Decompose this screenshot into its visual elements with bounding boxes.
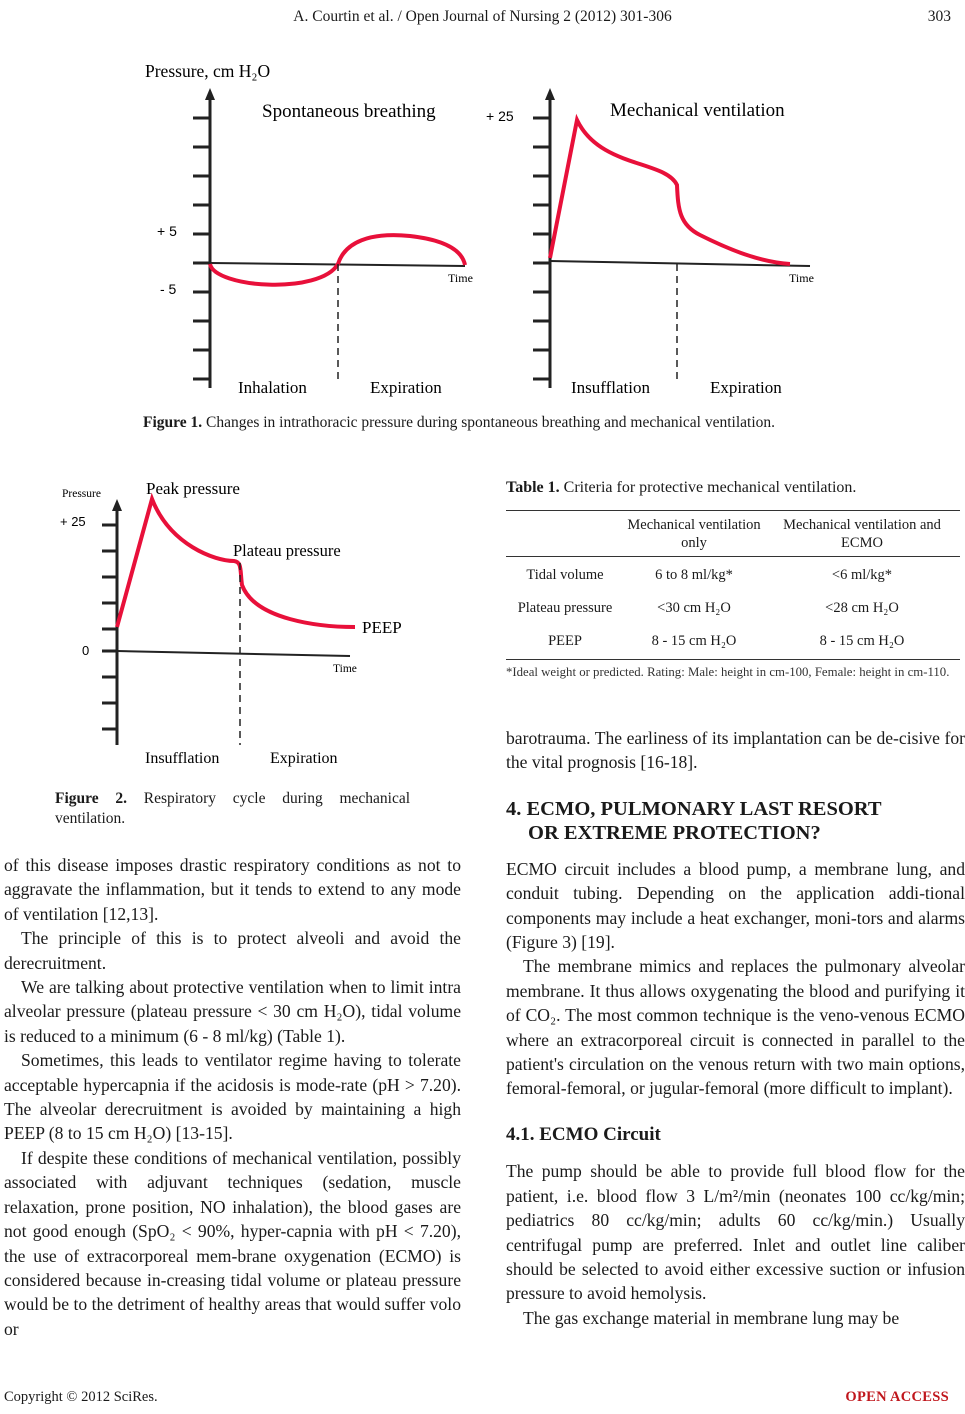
fig1-ventilation-curve <box>550 120 790 264</box>
table-cell: Plateau pressure <box>517 600 613 616</box>
section-4-heading <box>506 797 965 845</box>
fig1-right-title: Mechanical ventilation <box>610 100 785 121</box>
figure-2 <box>0 475 470 775</box>
table-cell: 6 to 8 ml/kg* <box>655 566 733 583</box>
fig2-cycle-curve <box>117 499 355 627</box>
section-4-heading-line2: OR EXTREME PROTECTION? <box>528 821 821 844</box>
table-cell: PEEP <box>548 632 582 649</box>
table-1-caption <box>506 479 961 497</box>
fig1-tick-plus5: + 5 <box>157 223 177 239</box>
fig1-left-phase-expiration: Expiration <box>370 378 442 397</box>
figure-2-caption-text: Respiratory cycle during mechanical ventilation. <box>55 790 411 827</box>
fig1-right-axis <box>533 92 550 388</box>
fig2-y-axis-label: Pressure <box>62 488 101 500</box>
table-header-row <box>506 511 960 557</box>
table-cell: 8 - 15 cm H₂O <box>651 632 737 649</box>
fig1-right-time-label: Time <box>789 271 814 285</box>
fig1-tick-plus25: + 25 <box>486 108 514 124</box>
table-cell: <6 ml/kg* <box>831 566 893 583</box>
fig1-right-phase-expiration: Expiration <box>710 378 782 397</box>
fig1-left-title: Spontaneous breathing <box>262 101 436 122</box>
left-column-text <box>4 853 461 1341</box>
table-cell: 8 - 15 cm H₂O <box>819 632 905 649</box>
figure-1-caption <box>143 413 823 433</box>
table-row <box>506 624 960 660</box>
fig2-plateau-label: Plateau pressure <box>233 541 341 560</box>
right-column-text <box>506 726 965 1330</box>
paragraph: Sometimes, this leads to ventilator regime having to tolerate acceptable hypercapnia if the acidosis is mode-rate (pH > 7.20). The alveolar derecruitment is avoided by maintaining a high PEEP (8 to 15 cm H₂O) [13-15]. <box>4 1050 461 1144</box>
fig2-tick-zero: 0 <box>82 643 90 658</box>
fig2-axis <box>102 503 117 745</box>
page-number: 303 <box>927 8 951 25</box>
table-1 <box>506 510 960 660</box>
fig2-phase-expiration: Expiration <box>270 750 338 767</box>
fig2-peep-label: PEEP <box>362 618 402 637</box>
fig2-peak-label: Peak pressure <box>146 479 240 498</box>
paragraph: ECMO circuit includes a blood pump, a membrane lung, and conduit tubing. Depending on the application addi-tional components may include a heat exchanger, moni-tors and alarms (Figure 3) [19]. <box>506 858 965 953</box>
paragraph: We are talking about protective ventilation when to limit intra alveolar pressure (plateau pressure < 30 cm H₂O), tidal volume is reduced to a minimum (6 - 8 ml/kg) (Table 1). <box>4 977 461 1046</box>
paragraph: The gas exchange material in membrane lung may be <box>523 1307 900 1328</box>
fig2-time-label: Time <box>333 663 357 675</box>
table-cell: <30 cm H₂O <box>657 600 731 616</box>
fig2-phase-insufflation: Insufflation <box>145 750 220 767</box>
table-cell: <28 cm H₂O <box>825 600 899 616</box>
running-title: A. Courtin et al. / Open Journal of Nursing 2 (2012) 301-306 <box>293 8 672 25</box>
paragraph: The principle of this is to protect alveoli and avoid the derecruitment. <box>4 928 461 973</box>
section-4-heading-line1: 4. ECMO, PULMONARY LAST RESORT <box>506 797 882 820</box>
fig2-tick-plus25: + 25 <box>60 514 86 529</box>
figure-1-caption-text: Changes in intrathoracic pressure during spontaneous breathing and mechanical ventilation. <box>202 414 776 431</box>
figure-1-caption-label: Figure 1. <box>143 414 203 431</box>
figure-2-caption-label: Figure 2. <box>55 790 127 807</box>
table-1-caption-text: Criteria for protective mechanical ventilation. <box>559 479 857 496</box>
footer-copyright: Copyright © 2012 SciRes. <box>4 1389 158 1405</box>
fig1-left-axis <box>193 92 210 388</box>
table-header-empty <box>506 511 624 557</box>
fig1-left-time-label: Time <box>448 271 473 285</box>
paragraph: barotrauma. The earliness of its implantation can be de-cisive for the vital prognosis [16-18]. <box>506 728 965 773</box>
table-row <box>506 594 960 624</box>
table-header-mv-only: Mechanical ventilation only <box>627 516 761 551</box>
fig1-left-phase-inhalation: Inhalation <box>238 378 307 397</box>
paragraph: of this disease imposes drastic respiratory conditions as not to aggravate the inflammation, but it tends to extend to any mode of ventilation [12,13]. <box>4 855 461 924</box>
table-header-mv-ecmo: Mechanical ventilation and ECMO <box>783 516 941 551</box>
paragraph: The membrane mimics and replaces the pulmonary alveolar membrane. It thus allows oxygenating the blood and purifying it of CO₂. The most common technique is the veno-venous ECMO where an extracorporeal circuit is connected in parallel to the patient's circulation on the venous return with two main options, femoral-femoral, or jugular-femoral (more difficult to implant). <box>506 956 965 1099</box>
section-4-1-heading: 4.1. ECMO Circuit <box>506 1123 661 1145</box>
fig1-right-phase-insufflation: Insufflation <box>571 378 651 397</box>
table-cell: Tidal volume <box>526 566 604 583</box>
fig1-tick-minus5: - 5 <box>160 281 177 297</box>
table-row <box>506 557 960 594</box>
fig2-time-axis <box>117 651 350 656</box>
paragraph: The pump should be able to provide full blood flow for the patient, i.e. blood flow 3 L/m²/min (neonates 100 cc/kg/min; pediatrics 80 cc/kg/min; adults 60 cc/kg/min.) Usually centrifugal pump are preferred. Inlet and outlet line caliber should be selected to avoid either excessive suction or infusion pressure to avoid hemolysis. <box>506 1161 965 1304</box>
table-1-caption-label: Table 1. <box>506 479 560 496</box>
figure-2-caption <box>55 789 410 829</box>
fig1-y-axis-label: Pressure, cm H₂O <box>145 61 271 81</box>
figure-1 <box>0 50 965 410</box>
table-1-footnote: *Ideal weight or predicted. Rating: Male: height in cm-100, Female: height in cm-110. <box>506 665 950 679</box>
footer-open-access: OPEN ACCESS <box>845 1389 949 1405</box>
paragraph: If despite these conditions of mechanical ventilation, possibly associated with adjuvant techniques (sedation, muscle relaxation, prone position, NO inhalation), the blood gases are not good enough (SpO₂ < 90%, hyper-capnia with pH < 7.20), the use of extracorporeal mem-brane oxygenation (ECMO) is considered because in-creasing tidal volume or plateau pressure would be to the detriment of healthy areas that would suffer volo or <box>4 1147 461 1339</box>
